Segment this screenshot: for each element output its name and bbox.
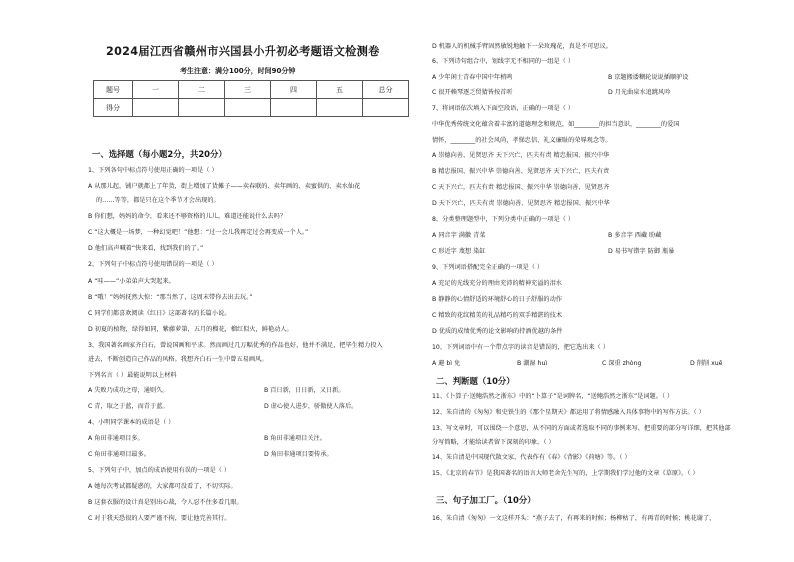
score-input-cell[interactable]	[225, 99, 271, 117]
option-text: B 多音字 西藏 盼藏	[608, 232, 662, 239]
option-text: C 很开赖琴逐乏贸猜皆按首听	[432, 89, 513, 96]
score-input-cell[interactable]	[317, 99, 363, 117]
score-table-cell: 题号	[94, 81, 133, 99]
question-text: 8、分类整理题型中，下列分类中正确的一项是（ ）	[432, 216, 575, 223]
option-text: C 角田非通项目最多。	[88, 451, 150, 458]
question-text: 13、写文章时，可以围绕一个意思，从不同的方面或者选取不同的事例来写，把重要的部分写详细，把其他部	[432, 425, 731, 432]
option-text: D 初夏的植物，绿得如同，紫藤萝第，五月的榴花，榴红似火，鲜艳动人。	[88, 326, 293, 333]
question-text: 1、下列各句中标点符号使用正确的一项是（ ）	[88, 167, 218, 174]
option-text: D 机器人的机械手臂固然敏锐地触下一朵玫瑰花，真是不可思议。	[432, 43, 612, 50]
question-text: 4、小明同学课本的成语是（ ）	[88, 419, 175, 426]
option-text: B 精忠报国、振兴中华 崇德向善、见贤思齐 天下兴亡，匹夫有责	[432, 168, 610, 175]
option-text: B 角田非通项目关注。	[264, 435, 326, 442]
option-text: B 这套衣服的设计真是别出心裁，令人忍不住多看几眼。	[88, 499, 243, 506]
option-text: A “哇——”小弟弟声大哭起来。	[88, 278, 175, 285]
option-text: A 她每次考试都疑惑的，大家都可没看了，不切实际。	[88, 483, 237, 490]
section-heading: 一、选择题（每小题2分，共20分）	[92, 149, 227, 159]
score-table-header-row	[94, 81, 409, 99]
question-text: 15、《北京的春节》是我国著名的语言大师老舍先生写的，上学期我们学过他的文章《草原》。（ ）	[432, 470, 699, 477]
exam-title: 2024届江西省赣州市兴国县小升初必考题语文检测卷	[106, 45, 380, 58]
option-text: D 虚心使人进步，骄傲使人落后。	[264, 403, 358, 410]
score-table	[93, 80, 409, 117]
option-text: C “这大概是一场梦，一种幻觉吧！”他想：“过一会儿我再定过会再变成一个人。”	[88, 229, 309, 236]
option-text: C 青，取之于蓝，而青于蓝。	[88, 403, 169, 410]
option-text: A 从那儿起，铺户就都上了年货，街上增加了货摊子——卖春联的、卖年画的、卖蜜供的、卖水仙花	[88, 183, 361, 190]
question-text: 16、朱自清《匆匆》一文这样开头：“燕子去了，有再来的时候；杨柳枯了，有再青的时候；桃花谢了，	[432, 515, 716, 522]
option-text: C 形近字 蔑想 染缸	[432, 248, 486, 255]
option-text: D 削削 xuē	[690, 360, 723, 367]
option-text: D 优质的成绩优秀的论文影响的持酒优越的条件	[432, 328, 563, 335]
score-table-cell: 二	[179, 81, 225, 99]
question-text: 2、下列句子中标点符号使用错误的一项是（ ）	[88, 261, 218, 268]
option-text: A 崇德向善、见贤思齐 天下兴亡，匹夫有责 精忠报国、振兴中华	[432, 152, 610, 159]
score-table-cell: 得分	[94, 99, 133, 117]
question-text: 12、朱自清的《匆匆》和史铁生的《那个星期天》都运用了将情感融入具体事物中的写作方法。（ ）	[432, 409, 705, 416]
section-heading: 三、句子加工厂。（10分）	[436, 495, 536, 505]
score-table-cell: 五	[317, 81, 363, 99]
score-input-cell[interactable]	[133, 99, 179, 117]
option-text: B 京题搬诿糊轮说说插顺驴设	[608, 74, 689, 81]
score-table-cell: 三	[225, 81, 271, 99]
section-heading: 二、判断题（10分）	[436, 376, 515, 386]
option-text: D 天下兴亡，匹夫有责 崇德向善、见贤思齐 精忠报国、振兴中华	[432, 200, 610, 207]
option-text: C 深重 zhòng	[602, 360, 642, 367]
question-text: 3、我国著名画家齐白石，曾说国画和平求。然而画过几万幅优秀的作品也好，他并不满足，把毕生精力投入	[88, 342, 383, 349]
question-text: 10、下列词语中有一个带点字的读音是错误的，把它选出来（ ）	[432, 344, 609, 351]
score-input-cell[interactable]	[179, 99, 225, 117]
option-text: C 天下兴亡，匹夫有责 精忠报国、振兴中华 崇德向善、见贤思齐	[432, 184, 610, 191]
question-text: 11、《卜算子·送鲍浩然之浙东》中的“卜算子”是词牌名，“送鲍浩然之浙东”是词题。（ ）	[432, 393, 674, 400]
option-text: 的……等等，都是只在这个季节才会出现的。	[96, 197, 220, 204]
option-text: A 充足的光线充分的理由充沛的精神充溢的泪水	[432, 280, 562, 287]
option-text: A 避 bì 免	[432, 360, 461, 367]
question-text: 5、下列句子中，加点的成语使用有误的一项是（ ）	[88, 467, 231, 474]
question-text: 进去，不断创造自己作品的风格。我想齐白石一生中曾五易画风。	[88, 356, 268, 363]
option-text: D 角田非通项目要传承。	[264, 451, 333, 458]
question-text: 6、下列诗句组合中，划线字无不相同的一组是（ ）	[432, 58, 575, 65]
option-text: C 精致的花纹精美的礼品精巧的双手精湛的技术	[432, 312, 563, 319]
option-text: D 月光曲泉水追跳风吟	[608, 89, 671, 96]
score-table-cell: 总分	[363, 81, 409, 99]
exam-notice: 考生注意：满分100分，时间90分钟	[180, 67, 296, 75]
option-text: A 少年闲士青春中国中年梢鸣	[432, 74, 513, 81]
question-text: 情怀，________的社会风尚，孝悌忠信、礼义廉耻的荣辱观念等。	[432, 137, 612, 144]
question-text: 分写简略，才能给读者留下深刻的印象。（ ）	[432, 439, 555, 446]
option-text: C 对于我天恐很的人要严谨不拘，要让他完善其行。	[88, 515, 231, 522]
option-text: B 百日新，日日新，又日新。	[264, 387, 345, 394]
option-text: B 你们想，妈妈的命令，看来还不够资格的儿儿，难道还能说什么去吗？	[88, 213, 287, 220]
question-text: 中华优秀传统文化蕴含着丰富的道德理念和规范，如________的担当意识，________的爱国	[432, 121, 680, 128]
option-text: D 易书写错字 防御 瓶暴	[608, 248, 675, 255]
option-text: D 他们高声喊着“快来看，找到我们的了。”	[88, 245, 204, 252]
option-text: A 角田非通项目多。	[88, 435, 144, 442]
option-text: C 同学们都喜欢阅读《红日》这部著名的长篇小说。	[88, 310, 231, 317]
score-table-cell: 四	[271, 81, 317, 99]
score-table-score-row	[94, 99, 409, 117]
score-input-cell[interactable]	[363, 99, 409, 117]
option-text: B “哦！”妈妈抚然大惊：“那当然了，这周末带你去出去玩。”	[88, 294, 253, 301]
question-text: 下列名言（ ）最能说明以上材料	[88, 372, 177, 379]
option-text: A 同音字 满徽 青菜	[432, 232, 486, 239]
question-text: 7、将词语依次填入下面空段语，正确的一项是（ ）	[432, 105, 575, 112]
option-text: B 潮湿 huì	[517, 360, 548, 367]
question-text: 14、朱自清是中国现代散文家，代表作有《春》《背影》《荷塘》等。（ ）	[432, 454, 631, 461]
score-table-cell: 一	[133, 81, 179, 99]
option-text: B 静静的心情舒适的环境舒心的日子舒服的动作	[432, 296, 562, 303]
question-text: 9、下列词语搭配完全正确的一项是（ ）	[432, 264, 544, 271]
option-text: A 失败乃成功之母，通则久。	[88, 387, 169, 394]
score-input-cell[interactable]	[271, 99, 317, 117]
